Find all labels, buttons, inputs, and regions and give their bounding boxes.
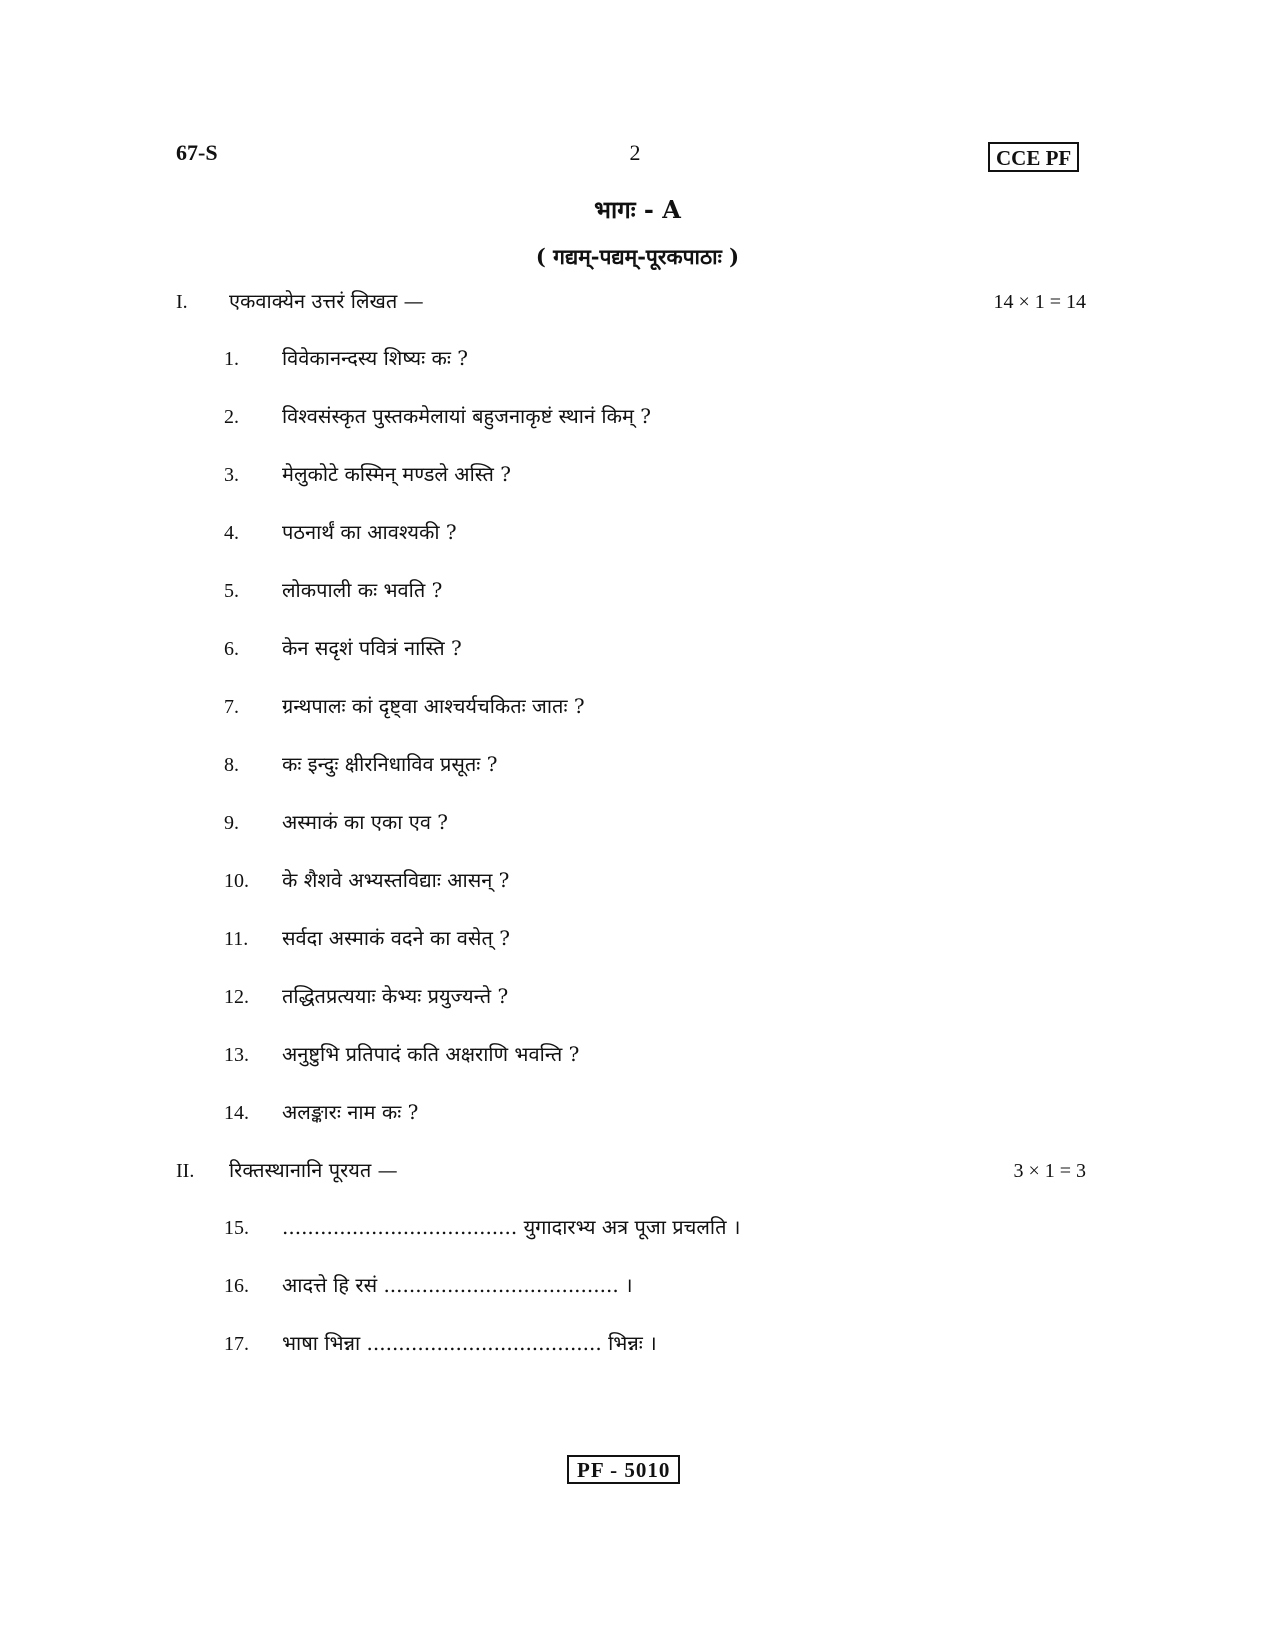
question-item <box>0 808 1275 842</box>
question-item <box>0 982 1275 1016</box>
question-number: 7. <box>224 696 239 718</box>
part-2-marks: 3 × 1 = 3 <box>1013 1160 1086 1182</box>
question-number: 16. <box>224 1275 249 1297</box>
part-1-instruction: एकवाक्येन उत्तरं लिखत — <box>229 289 424 313</box>
question-number: 10. <box>224 870 249 892</box>
question-text: आदत्ते हि रसं ..................................... । <box>282 1273 633 1297</box>
question-item <box>0 518 1275 552</box>
question-item <box>0 1098 1275 1132</box>
question-number: 11. <box>224 928 249 950</box>
question-number: 1. <box>224 348 239 370</box>
part-1-numeral: I. <box>176 291 188 313</box>
question-item <box>0 866 1275 900</box>
question-text: विश्वसंस्कृत पुस्तकमेलायां बहुजनाकृष्टं स्थानं किम् ? <box>282 404 652 428</box>
part-2-header <box>0 1156 1275 1186</box>
page-number: 2 <box>629 140 641 165</box>
question-text: लोकपाली कः भवति ? <box>282 578 443 602</box>
question-text: कः इन्दुः क्षीरनिधाविव प्रसूतः ? <box>282 752 498 776</box>
boxed-exam-code: CCE PF <box>988 142 1079 172</box>
question-text: के शैशवे अभ्यस्तविद्याः आसन् ? <box>282 868 510 892</box>
footer-code: PF - 5010 <box>567 1455 680 1484</box>
question-text: विवेकानन्दस्य शिष्यः कः ? <box>282 346 468 370</box>
question-item <box>0 750 1275 784</box>
question-text: ..................................... युगादारभ्य अत्र पूजा प्रचलति । <box>282 1215 741 1239</box>
part-1-header <box>0 287 1275 317</box>
question-text: ग्रन्थपालः कां दृष्ट्वा आश्चर्यचकितः जातः ? <box>282 694 585 718</box>
section-title: भागः - A <box>594 195 681 224</box>
question-item <box>0 692 1275 726</box>
section-subtitle: ( गद्यम्-पद्यम्-पूरकपाठाः ) <box>535 244 740 269</box>
question-item <box>0 344 1275 378</box>
question-text: मेलुकोटे कस्मिन् मण्डले अस्ति ? <box>282 462 512 486</box>
question-text: अनुष्टुभि प्रतिपादं कति अक्षराणि भवन्ति ? <box>282 1042 580 1066</box>
question-number: 14. <box>224 1102 249 1124</box>
question-text: सर्वदा अस्माकं वदने का वसेत् ? <box>282 926 510 950</box>
fill-blank-item <box>0 1213 1275 1247</box>
question-number: 3. <box>224 464 239 486</box>
question-text: केन सदृशं पवित्रं नास्ति ? <box>282 636 462 660</box>
paper-code: 67-S <box>176 140 218 165</box>
fill-blank-item <box>0 1271 1275 1305</box>
part-2-numeral: II. <box>176 1160 195 1182</box>
question-number: 6. <box>224 638 239 660</box>
question-item <box>0 924 1275 958</box>
question-number: 17. <box>224 1333 249 1355</box>
question-number: 9. <box>224 812 239 834</box>
question-text: अलङ्कारः नाम कः ? <box>282 1100 419 1124</box>
fill-blank-item <box>0 1329 1275 1363</box>
question-number: 12. <box>224 986 249 1008</box>
question-text: अस्माकं का एका एव ? <box>282 810 449 834</box>
question-item <box>0 576 1275 610</box>
part-1-marks: 14 × 1 = 14 <box>993 291 1086 313</box>
question-item <box>0 460 1275 494</box>
question-number: 4. <box>224 522 239 544</box>
question-text: तद्धितप्रत्ययाः केभ्यः प्रयुज्यन्ते ? <box>282 984 509 1008</box>
question-number: 2. <box>224 406 239 428</box>
question-number: 13. <box>224 1044 249 1066</box>
question-item <box>0 634 1275 668</box>
part-2-instruction: रिक्तस्थानानि पूरयत — <box>229 1158 398 1182</box>
question-number: 15. <box>224 1217 249 1239</box>
question-text: भाषा भिन्ना ..................................... भिन्नः । <box>282 1331 657 1355</box>
question-item <box>0 402 1275 436</box>
question-item <box>0 1040 1275 1074</box>
question-text: पठनार्थं का आवश्यकी ? <box>282 520 457 544</box>
question-number: 5. <box>224 580 239 602</box>
question-number: 8. <box>224 754 239 776</box>
